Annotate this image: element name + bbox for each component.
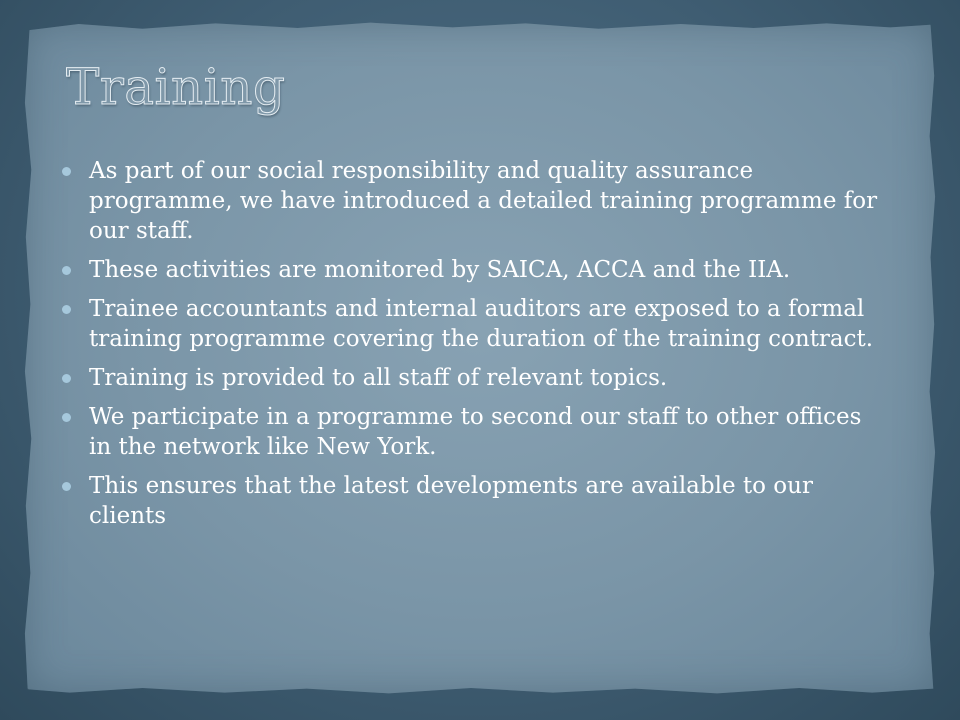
bullet-text: Training is provided to all staff of relevant topics. — [89, 365, 668, 391]
bullet-item — [62, 255, 882, 285]
bullet-list — [62, 156, 882, 540]
bullet-item — [62, 471, 882, 531]
bullet-text: These activities are monitored by SAICA, ACCA and the IIA. — [89, 257, 791, 283]
bullet-dot-icon — [62, 413, 71, 422]
bullet-item — [62, 402, 882, 462]
bullet-dot-icon — [62, 482, 71, 491]
bullet-dot-icon — [62, 167, 71, 176]
bullet-text: As part of our social responsibility and quality assurance programme, we have introduced a detailed training programme for our staff. — [89, 158, 878, 244]
slide-title: Training — [66, 58, 286, 116]
bullet-item — [62, 363, 882, 393]
bullet-text: Trainee accountants and internal auditors are exposed to a formal training programme covering the duration of the training contract. — [89, 296, 874, 352]
bullet-item — [62, 156, 882, 246]
bullet-dot-icon — [62, 374, 71, 383]
bullet-item — [62, 294, 882, 354]
bullet-text: We participate in a programme to second our staff to other offices in the network like New York. — [89, 404, 862, 460]
bullet-dot-icon — [62, 266, 71, 275]
bullet-text: This ensures that the latest developments are available to our clients — [89, 473, 813, 529]
bullet-dot-icon — [62, 305, 71, 314]
